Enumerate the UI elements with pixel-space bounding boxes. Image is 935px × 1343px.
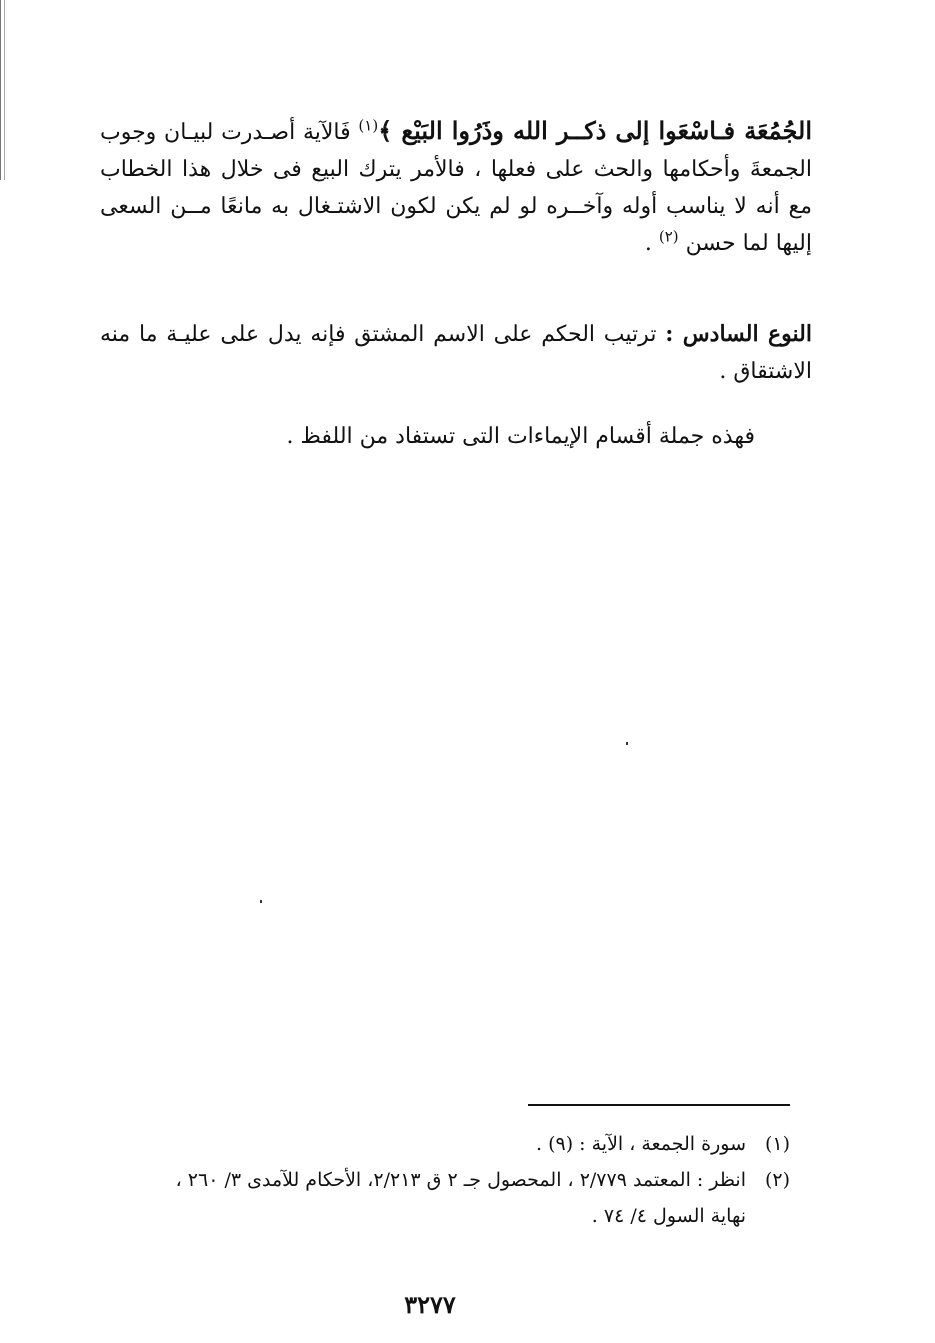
paragraph-1-end: . <box>644 231 652 256</box>
quran-verse: الجُمُعَة فـاسْعَوا إلى ذكــر الله وذَرُوا البَيْع ﴾ <box>378 116 812 145</box>
footnotes <box>80 1126 790 1234</box>
paragraph-2 <box>100 316 812 390</box>
paragraph-2-text: ترتيب الحكم على الاسم المشتق فإنه يدل على عليـة ما منه الاشتقاق . <box>100 322 812 384</box>
footnote-1 <box>80 1126 790 1162</box>
paragraph-1-text: فَالآية أصـدرت لبيـان وجوب الجمعةَ وأحكامها والحث على فعلها ، فالأمر يترك البيع فى خلال هذا الخطاب مع أنه لا يناسب أوله وآخــره لو لم يكن لكون الاشتـغال به مانعًا مــن السعى إليها لما حسن <box>100 120 812 256</box>
footnote-number: (١) <box>764 1133 790 1155</box>
footnote-text: انظر : المعتمد ٢/٧٧٩ ، المحصول جـ ٢ ق ٢/٢١٣، الأحكام للآمدى ٣/ ٢٦٠ ، <box>175 1169 746 1191</box>
footnote-ref-2[interactable]: (٢) <box>658 227 679 246</box>
paragraph-3-text: فهذه جملة أقسام الإيماءات التى تستفاد من اللفظ . <box>286 424 755 449</box>
paragraph-3 <box>287 418 755 455</box>
footnote-2 <box>80 1162 790 1234</box>
section-heading: النوع السادس : <box>665 321 812 347</box>
page-number: ٣٢٧٧ <box>404 1290 456 1319</box>
paragraph-1 <box>100 112 812 262</box>
footnote-continuation: نهاية السول ٤/ ٧٤ . <box>591 1205 746 1227</box>
footnote-ref-1[interactable]: (١) <box>358 116 379 135</box>
scan-speck <box>260 900 262 903</box>
footnote-text: سورة الجمعة ، الآية : (٩) . <box>536 1133 746 1155</box>
footnote-separator <box>528 1104 790 1106</box>
scan-speck <box>626 742 628 745</box>
page-edge <box>0 0 5 180</box>
footnote-number: (٢) <box>764 1169 790 1191</box>
